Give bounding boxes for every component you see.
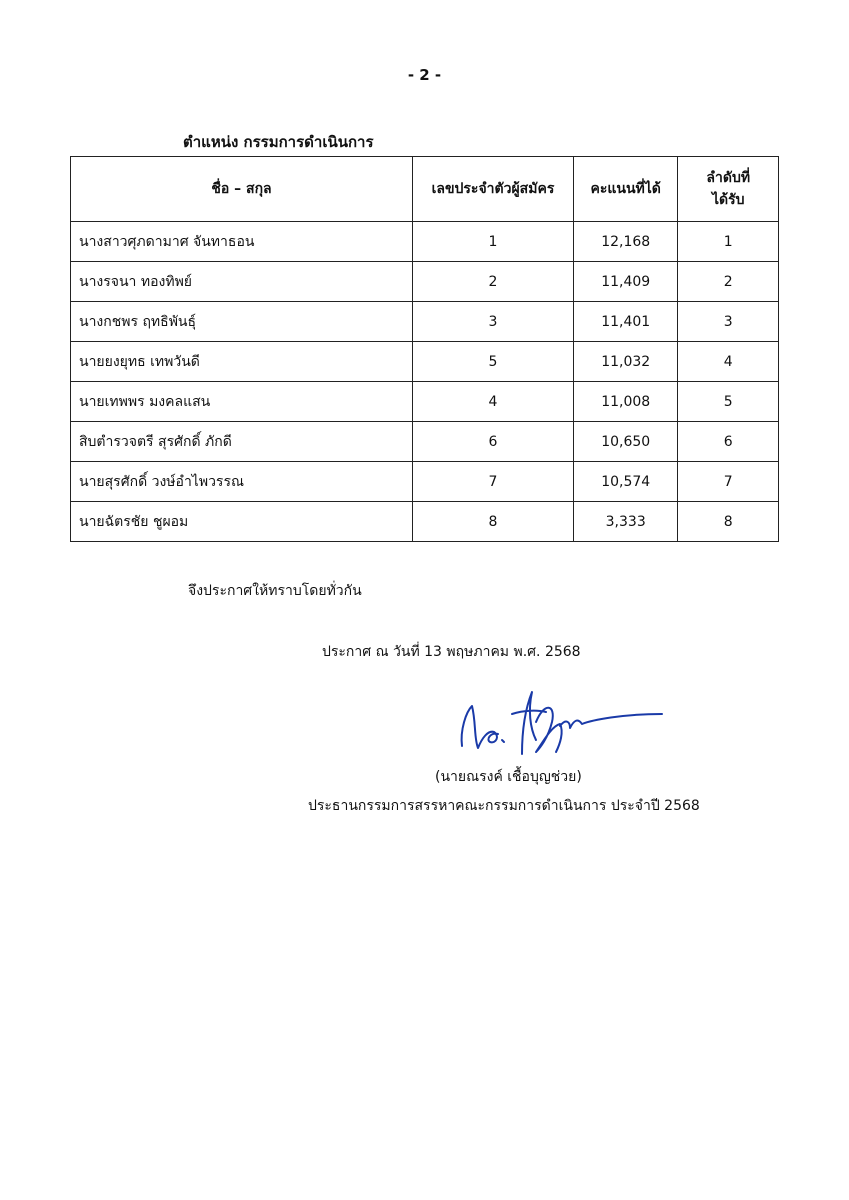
- cell-score: 12,168: [573, 222, 678, 262]
- cell-rank: 7: [678, 462, 779, 502]
- header-candidate-no: เลขประจำตัวผู้สมัคร: [413, 157, 574, 222]
- cell-score: 11,032: [573, 342, 678, 382]
- cell-name: นายเทพพร มงคลแสน: [71, 382, 413, 422]
- table-row: [71, 502, 779, 542]
- cell-candidate-no: 6: [413, 422, 574, 462]
- header-rank-line2: ได้รับ: [711, 192, 745, 208]
- cell-score: 11,008: [573, 382, 678, 422]
- cell-rank: 6: [678, 422, 779, 462]
- header-rank: [678, 157, 779, 222]
- cell-rank: 2: [678, 262, 779, 302]
- cell-score: 10,574: [573, 462, 678, 502]
- cell-rank: 8: [678, 502, 779, 542]
- table-row: [71, 462, 779, 502]
- cell-name: นายสุรศักดิ์ วงษ์อำไพวรรณ: [71, 462, 413, 502]
- header-score: คะแนนที่ได้: [573, 157, 678, 222]
- table-row: [71, 382, 779, 422]
- cell-candidate-no: 5: [413, 342, 574, 382]
- signer-position: ประธานกรรมการสรรหาคณะกรรมการดำเนินการ ประจำปี 2568: [308, 798, 700, 814]
- cell-name: นางกชพร ฤทธิพันธุ์: [71, 302, 413, 342]
- signer-name: (นายณรงค์ เชื้อบุญช่วย): [435, 769, 582, 785]
- cell-score: 11,409: [573, 262, 678, 302]
- cell-name: สิบตำรวจตรี สุรศักดิ์ ภักดี: [71, 422, 413, 462]
- table-row: [71, 222, 779, 262]
- cell-rank: 4: [678, 342, 779, 382]
- page-number: - 2 -: [407, 66, 442, 84]
- cell-candidate-no: 1: [413, 222, 574, 262]
- announcement-date: ประกาศ ณ วันที่ 13 พฤษภาคม พ.ศ. 2568: [322, 644, 581, 660]
- table-row: [71, 422, 779, 462]
- table-row: [71, 262, 779, 302]
- cell-rank: 3: [678, 302, 779, 342]
- cell-name: นางสาวศุภดามาศ จันทาธอน: [71, 222, 413, 262]
- cell-rank: 5: [678, 382, 779, 422]
- table-row: [71, 342, 779, 382]
- cell-candidate-no: 2: [413, 262, 574, 302]
- table-row: [71, 302, 779, 342]
- handwritten-signature: [452, 682, 668, 758]
- results-table: [70, 156, 779, 542]
- cell-score: 10,650: [573, 422, 678, 462]
- header-name: ชื่อ – สกุล: [71, 157, 413, 222]
- cell-candidate-no: 3: [413, 302, 574, 342]
- cell-score: 11,401: [573, 302, 678, 342]
- header-rank-line1: ลำดับที่: [706, 170, 751, 186]
- cell-name: นายยงยุทธ เทพวันดี: [71, 342, 413, 382]
- cell-score: 3,333: [573, 502, 678, 542]
- cell-name: นางรจนา ทองทิพย์: [71, 262, 413, 302]
- cell-candidate-no: 7: [413, 462, 574, 502]
- cell-name: นายฉัตรชัย ชูผอม: [71, 502, 413, 542]
- cell-rank: 1: [678, 222, 779, 262]
- closing-text: จึงประกาศให้ทราบโดยทั่วกัน: [188, 583, 362, 599]
- table-header-row: [71, 157, 779, 222]
- section-title: ตำแหน่ง กรรมการดำเนินการ: [183, 133, 374, 151]
- cell-candidate-no: 4: [413, 382, 574, 422]
- cell-candidate-no: 8: [413, 502, 574, 542]
